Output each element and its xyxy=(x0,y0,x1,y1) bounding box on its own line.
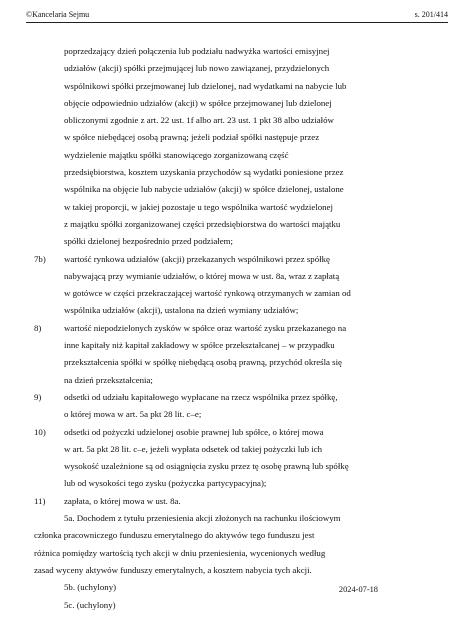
text-line: odsetki od udziału kapitałowego wypłacane na rzecz wspólnika przez spółkę, xyxy=(64,391,338,402)
numbered-items xyxy=(34,251,376,510)
text-line: wysokość uzależnione są od osiągnięcia zysku przez tę osobę prawną lub spółkę xyxy=(64,461,349,472)
numbered-item xyxy=(34,320,376,389)
text-line: wspólnika na objęcie lub nabycie udziałów (akcji) w spółce dzielonej, ustalone xyxy=(64,184,344,195)
text-line: o której mowa w art. 5a pkt 28 lit. c–e; xyxy=(64,409,202,420)
text-line: poprzedzający dzień połączenia lub podziału nadwyżka wartości emisyjnej xyxy=(64,46,330,56)
text-line: wspólnikowi spółki przejmowanej lub dzielonej, nad wydatkami na nabycie lub xyxy=(64,80,347,91)
document-body xyxy=(34,43,376,614)
section-paragraphs xyxy=(34,510,376,614)
item-text xyxy=(64,389,376,424)
text-line: obliczonymi zgodnie z art. 22 ust. 1f albo art. 23 ust. 1 pkt 38 albo udziałów xyxy=(64,115,334,126)
item-text xyxy=(64,493,376,510)
numbered-item xyxy=(34,389,376,424)
text-line: w takiej proporcji, w jakiej pozostaje u tego wspólnika wartość wydzielonej xyxy=(64,201,333,212)
text-line: członka pracowniczego funduszu emerytalnego do aktywów tego funduszu jest xyxy=(34,530,315,541)
text-line: wartość niepodzielonych zysków w spółce oraz wartość zysku przekazanego na xyxy=(64,322,347,333)
text-line: przekształcenia spółki w spółkę niebędącą osobą prawną, przychód określa się xyxy=(64,357,342,368)
text-line: wydzielenie majątku spółki stanowiącego zorganizowaną część xyxy=(64,149,289,160)
text-line: w spółce niebędącej osobą prawną; jeżeli podział spółki następuje przez xyxy=(64,132,320,143)
continuation-paragraph xyxy=(34,43,376,251)
text-line: 5c. (uchylony) xyxy=(64,599,116,610)
text-line: zapłata, o której mowa w ust. 8a. xyxy=(64,495,181,506)
item-text xyxy=(64,424,376,493)
text-line: inne kapitały niż kapitał zakładowy w spółce przekształcanej – w przypadku xyxy=(64,340,335,351)
section-paragraph xyxy=(34,597,376,614)
text-line: różnica pomiędzy wartością tych akcji w dniu przeniesienia, wycenionych według xyxy=(34,547,326,558)
text-line: 5a. Dochodem z tytułu przeniesienia akcji złożonych na rachunku ilościowym xyxy=(64,513,341,524)
text-line: z majątku spółki zorganizowanej części przedsiębiorstwa do wartości majątku xyxy=(64,218,341,229)
footer-date: 2024-07-18 xyxy=(338,585,378,594)
item-text xyxy=(64,251,376,320)
text-line: lub od wysokości tego zysku (pożyczka partycypacyjna); xyxy=(64,478,267,489)
header-rule xyxy=(26,22,448,23)
text-line: odsetki od pożyczki udzielonej osobie prawnej lub spółce, o której mowa xyxy=(64,426,324,437)
text-line: spółki dzielonej bezpośrednio przed podziałem; xyxy=(64,236,233,247)
item-number: 10) xyxy=(34,426,46,437)
page-header xyxy=(26,10,448,19)
text-line: nabywającą przy wymianie udziałów, o której mowa w ust. 8a, wraz z zapłatą xyxy=(64,270,340,281)
text-line: udziałów (akcji) spółki przejmującej lub nowo zawiązanej, przydzielonych xyxy=(64,63,330,74)
publisher-label: ©Kancelaria Sejmu xyxy=(26,10,90,19)
item-number: 7b) xyxy=(34,253,46,264)
numbered-item xyxy=(34,251,376,320)
numbered-item xyxy=(34,493,376,510)
text-line: objęcie odpowiednio udziałów (akcji) w spółce przejmowanej lub dzielonej xyxy=(64,97,332,108)
page-number: s. 201/414 xyxy=(414,10,448,19)
text-line: wspólnika udziałów (akcji), ustalona na dzień wymiany udziałów; xyxy=(64,305,299,316)
text-line: zasad wyceny aktywów funduszy emerytalnych, a kosztem nabycia tych akcji. xyxy=(34,564,312,575)
item-number: 8) xyxy=(34,322,42,333)
text-line: na dzień przekształcenia; xyxy=(64,374,153,385)
section-paragraph xyxy=(34,579,376,596)
item-text xyxy=(64,320,376,389)
text-line: wartość rynkowa udziałów (akcji) przekazanych wspólnikowi przez spółkę xyxy=(64,253,330,264)
text-line: w gotówce w części przekraczającej wartość rynkową otrzymanych w zamian od xyxy=(64,288,351,299)
item-number: 9) xyxy=(34,391,42,402)
section-paragraph xyxy=(34,510,376,579)
text-line: w art. 5a pkt 28 lit. c–e, jeżeli wypłata odsetek od takiej pożyczki lub ich xyxy=(64,443,323,454)
text-line: przedsiębiorstwa, kosztem uzyskania przychodów są wydatki poniesione przez xyxy=(64,167,344,178)
text-line: 5b. (uchylony) xyxy=(64,582,117,593)
numbered-item xyxy=(34,424,376,493)
item-number: 11) xyxy=(34,495,46,506)
